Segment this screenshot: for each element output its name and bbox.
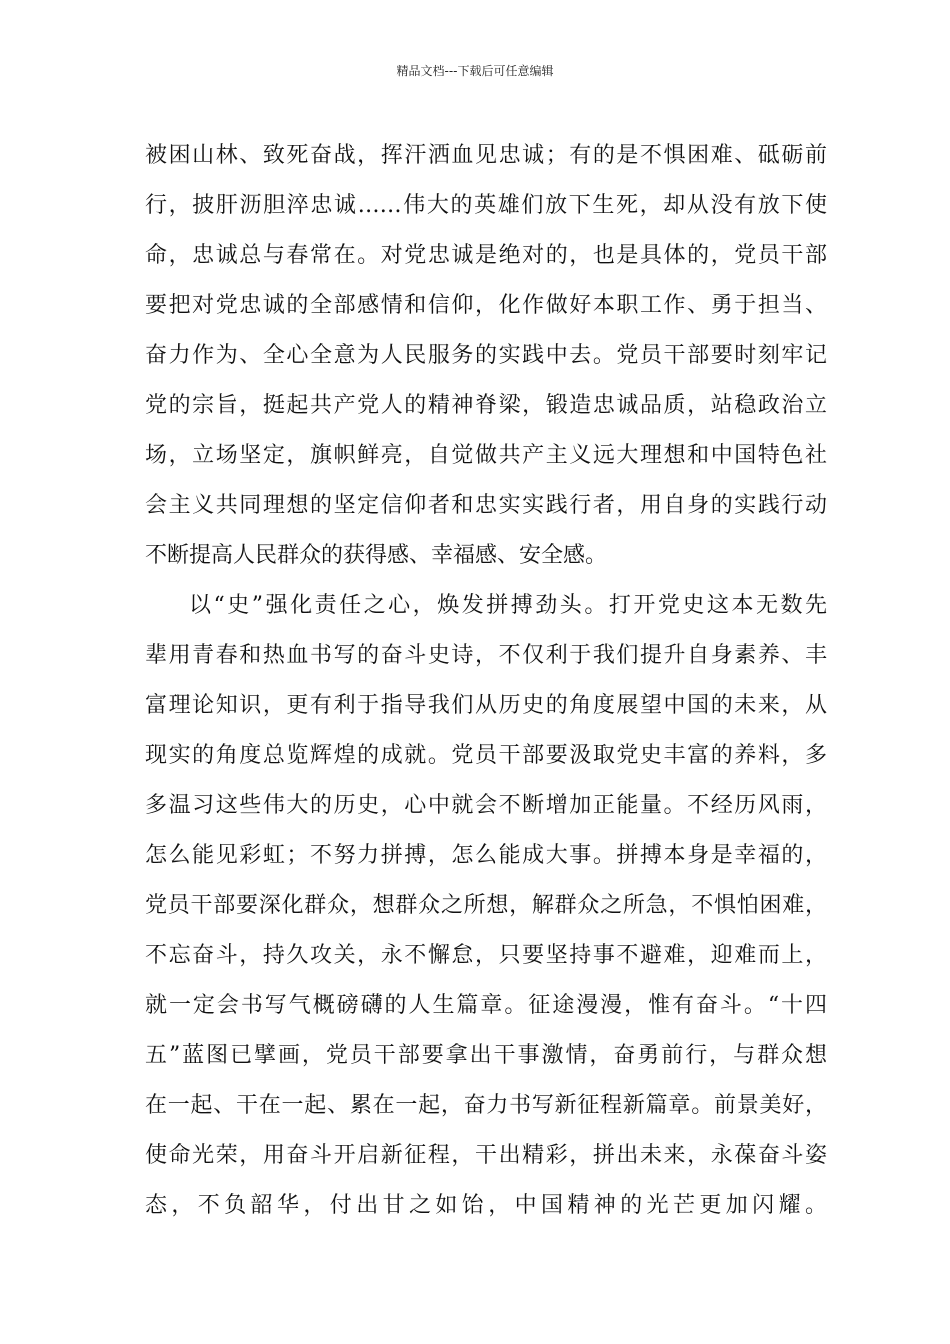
text-line: 不忘奋斗，持久攻关，永不懈怠，只要坚持事不避难，迎难而上，: [145, 943, 827, 968]
page-header: 精品文档---下载后可任意编辑: [396, 64, 554, 78]
text-line: 辈用青春和热血书写的奋斗史诗，不仅利于我们提升自身素养、丰: [145, 643, 827, 668]
text-line: 在一起、干在一起、累在一起，奋力书写新征程新篇章。前景美好，: [145, 1093, 827, 1118]
text-line: 就一定会书写气概磅礴的人生篇章。征途漫漫，惟有奋斗。“十四: [145, 993, 827, 1018]
text-line: 态，不负韶华，付出甘之如饴，中国精神的光芒更加闪耀。: [145, 1193, 827, 1218]
text-line: 党员干部要深化群众，想群众之所想，解群众之所急，不惧怕困难，: [145, 893, 827, 918]
text-line: 要把对党忠诚的全部感情和信仰，化作做好本职工作、勇于担当、: [145, 293, 827, 318]
text-line: 不断提高人民群众的获得感、幸福感、安全感。: [145, 543, 608, 568]
text-line: 场，立场坚定，旗帜鲜亮，自觉做共产主义远大理想和中国特色社: [145, 443, 827, 468]
text-line: 怎么能见彩虹；不努力拼搏，怎么能成大事。拼搏本身是幸福的，: [145, 843, 827, 868]
text-line: 以“史”强化责任之心，焕发拼搏劲头。打开党史这本无数先: [189, 593, 827, 618]
text-line: 使命光荣，用奋斗开启新征程，干出精彩，拼出未来，永葆奋斗姿: [145, 1143, 827, 1168]
text-line: 五”蓝图已擘画，党员干部要拿出干事激情，奋勇前行，与群众想: [145, 1043, 827, 1068]
text-line: 行，披肝沥胆淬忠诚……伟大的英雄们放下生死，却从没有放下使: [145, 193, 827, 218]
text-line: 富理论知识，更有利于指导我们从历史的角度展望中国的未来，从: [145, 693, 827, 718]
document-body: [145, 131, 827, 1231]
text-line: 多温习这些伟大的历史，心中就会不断增加正能量。不经历风雨，: [145, 793, 827, 818]
text-line: 会主义共同理想的坚定信仰者和忠实实践行者，用自身的实践行动: [145, 493, 827, 518]
text-line: 命，忠诚总与春常在。对党忠诚是绝对的，也是具体的，党员干部: [145, 243, 827, 268]
text-line: 奋力作为、全心全意为人民服务的实践中去。党员干部要时刻牢记: [145, 343, 827, 368]
text-line: 现实的角度总览辉煌的成就。党员干部要汲取党史丰富的养料，多: [145, 743, 827, 768]
text-line: 党的宗旨，挺起共产党人的精神脊梁，锻造忠诚品质，站稳政治立: [145, 393, 827, 418]
text-line: 被困山林、致死奋战，挥汗洒血见忠诚；有的是不惧困难、砥砺前: [145, 143, 827, 168]
